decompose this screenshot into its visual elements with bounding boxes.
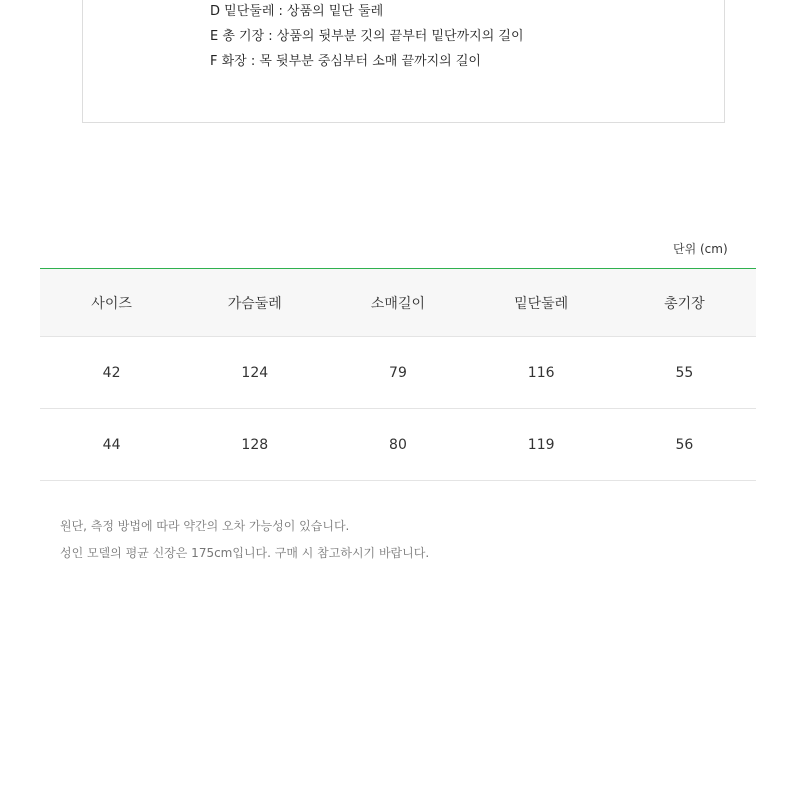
header-size: 사이즈	[40, 269, 183, 337]
measurement-guide-line: E 총 기장 : 상품의 뒷부분 깃의 끝부터 밑단까지의 길이	[210, 29, 524, 44]
note-line: 원단, 측정 방법에 따라 약간의 오차 가능성이 있습니다.	[60, 519, 350, 533]
measurement-guide-line: D 밑단둘레 : 상품의 밑단 둘레	[210, 4, 384, 19]
table-cell: 116	[470, 337, 613, 409]
table-header-row	[40, 269, 756, 337]
table-cell: 124	[183, 337, 326, 409]
header-sleeve: 소매길이	[326, 269, 469, 337]
measurement-guide-line: F 화장 : 목 뒷부분 중심부터 소매 끝까지의 길이	[210, 54, 481, 69]
table-cell: 55	[613, 337, 756, 409]
table-cell: 42	[40, 337, 183, 409]
table-row	[40, 409, 756, 481]
table-row	[40, 337, 756, 409]
measurement-guide-list	[210, 0, 524, 74]
table-cell: 119	[470, 409, 613, 481]
table-cell: 128	[183, 409, 326, 481]
unit-label: 단위 (cm)	[673, 242, 728, 256]
measurement-guide-box	[82, 0, 725, 123]
table-cell: 56	[613, 409, 756, 481]
header-hem: 밑단둘레	[470, 269, 613, 337]
note-line: 성인 모델의 평균 신장은 175cm입니다. 구매 시 참고하시기 바랍니다.	[60, 546, 430, 560]
header-length: 총기장	[613, 269, 756, 337]
table-cell: 44	[40, 409, 183, 481]
table-cell: 79	[326, 337, 469, 409]
size-table	[40, 268, 756, 481]
header-chest: 가슴둘레	[183, 269, 326, 337]
table-cell: 80	[326, 409, 469, 481]
notes-list	[60, 513, 429, 567]
